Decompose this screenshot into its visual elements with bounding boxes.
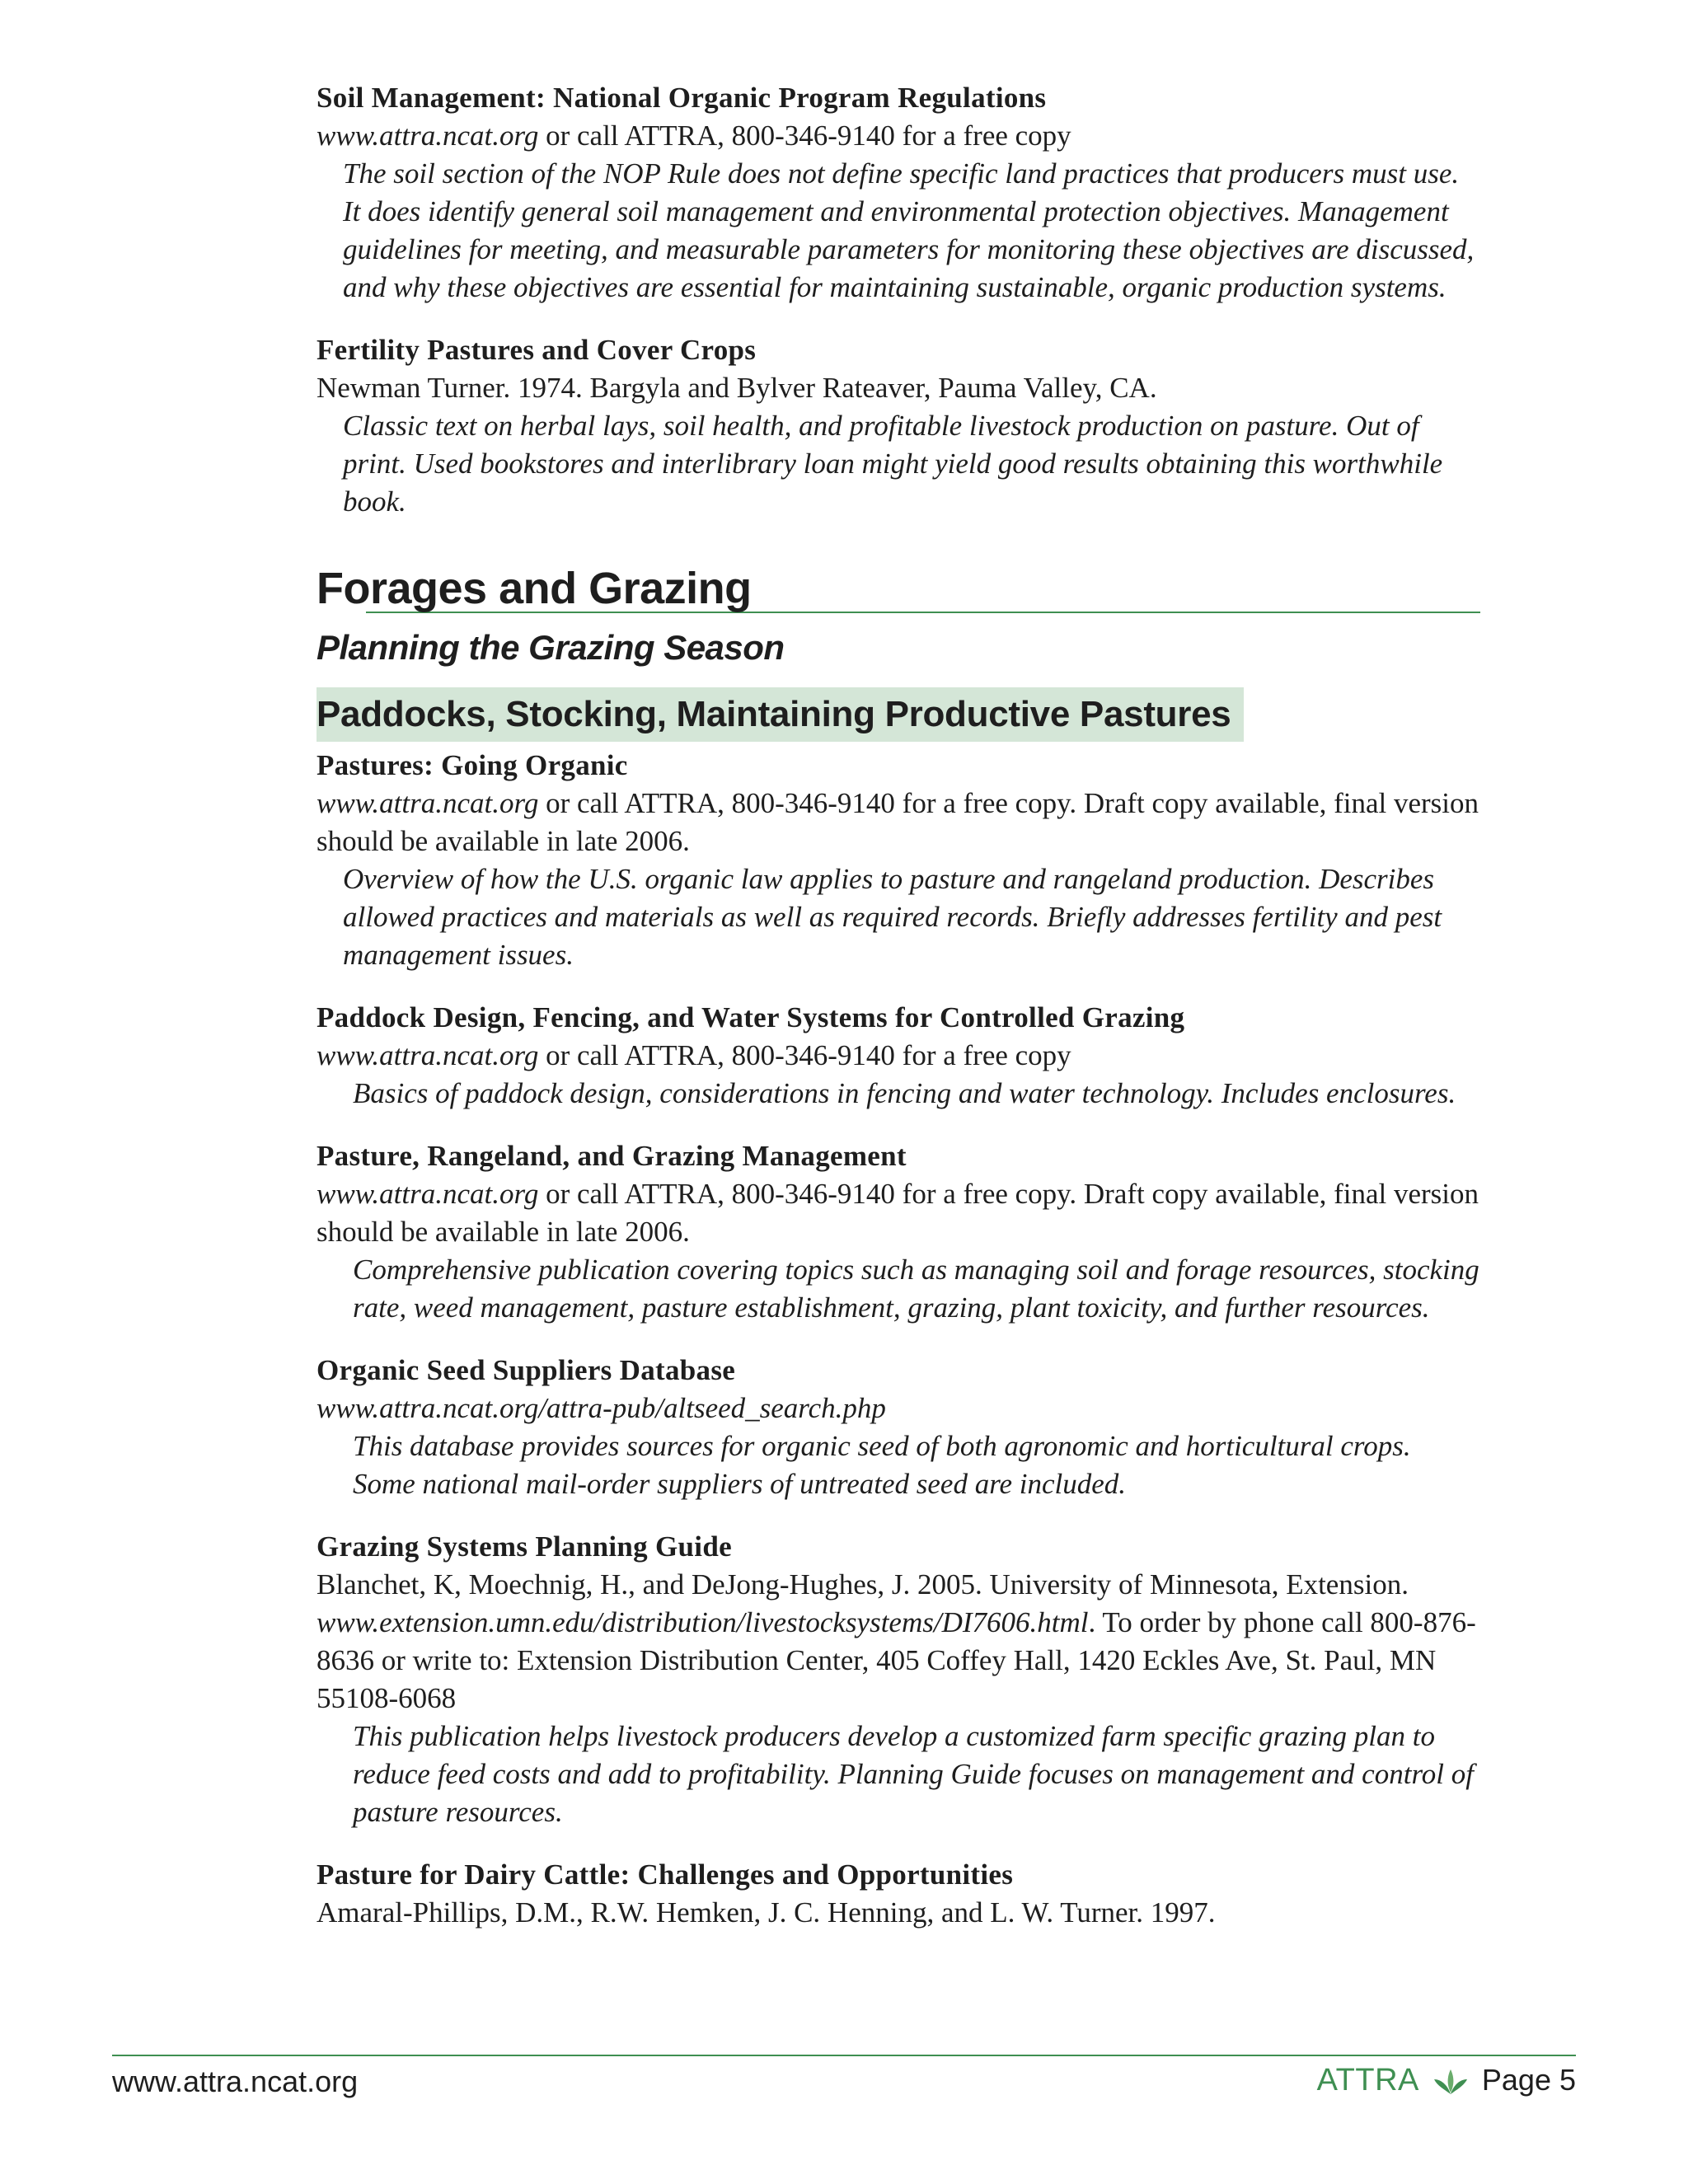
subsection-heading: Planning the Grazing Season xyxy=(316,628,785,667)
footer-brand: ATTRA xyxy=(1316,2063,1419,2097)
entry-citation: Amaral-Phillips, D.M., R.W. Hemken, J. C. Henning, and L. W. Turner. 1997. xyxy=(316,1896,1216,1929)
resource-entry xyxy=(316,79,1480,307)
entry-citation xyxy=(316,117,1480,155)
entry-description: The soil section of the NOP Rule does not define specific land practices that producers must use. It does identify general soil management and environmental protection objectives. Management guidelines for meeting, and measurable parameters for monitoring these objectives are discussed, and why these objectives are essential for maintaining sustainable, organic production systems. xyxy=(343,157,1475,303)
entry-citation-text: . To order by phone call 800-876-8636 or write to: Extension Distribution Center, 405 Coffey Hall, 1420 Eckles Ave, St. Paul, MN 55108-6068 xyxy=(316,1606,1476,1714)
footer-divider xyxy=(112,2055,1576,2056)
section-heading: Forages and Grazing xyxy=(316,564,752,613)
entry-citation xyxy=(316,1175,1480,1251)
page-number: Page 5 xyxy=(1481,2063,1576,2097)
entry-title: Paddock Design, Fencing, and Water Systems for Controlled Grazing xyxy=(316,1001,1185,1033)
entry-url: www.attra.ncat.org xyxy=(316,1178,539,1210)
entry-citation-text: or call ATTRA, 800-346-9140 for a free copy. Draft copy available, final version should be available in late 2006. xyxy=(316,1178,1479,1248)
entry-description: This publication helps livestock producers develop a customized farm specific grazing plan to reduce feed costs and add to profitability. Planning Guide focuses on management and control of pasture resources. xyxy=(353,1720,1474,1828)
entry-description: Basics of paddock design, considerations in fencing and water technology. Includes enclosures. xyxy=(353,1077,1456,1109)
entry-url: www.attra.ncat.org xyxy=(316,120,539,152)
entry-title: Pasture, Rangeland, and Grazing Management xyxy=(316,1140,907,1172)
entry-title: Fertility Pastures and Cover Crops xyxy=(316,334,757,366)
entry-citation-text: Blanchet, K, Moechnig, H., and DeJong-Hughes, J. 2005. University of Minnesota, Extension. xyxy=(316,1568,1409,1601)
entry-citation xyxy=(316,1566,1480,1718)
resource-entry xyxy=(316,1352,1480,1503)
resource-entry xyxy=(316,999,1480,1113)
entry-citation-text: or call ATTRA, 800-346-9140 for a free copy. Draft copy available, final version should be available in late 2006. xyxy=(316,787,1479,857)
entry-title: Soil Management: National Organic Program Regulations xyxy=(316,82,1047,114)
entry-citation-text: or call ATTRA, 800-346-9140 for a free copy xyxy=(538,120,1071,152)
entry-title: Pasture for Dairy Cattle: Challenges and Opportunities xyxy=(316,1858,1014,1891)
entry-description: Comprehensive publication covering topics such as managing soil and forage resources, stocking rate, weed management, pasture establishment, grazing, plant toxicity, and further resources. xyxy=(353,1254,1479,1324)
resource-entry xyxy=(316,1528,1480,1831)
leaf-icon xyxy=(1432,2066,1469,2094)
entry-citation xyxy=(316,785,1480,860)
resource-entry xyxy=(316,331,1480,521)
topic-band-heading: Paddocks, Stocking, Maintaining Productive Pastures xyxy=(316,687,1244,742)
resource-entry xyxy=(316,747,1480,974)
entry-citation-text: or call ATTRA, 800-346-9140 for a free copy xyxy=(538,1039,1071,1071)
document-body xyxy=(316,79,1480,1957)
entry-description: Classic text on herbal lays, soil health, and profitable livestock production on pasture. Out of print. Used bookstores and interlibrary loan might yield good results obtaining this worthwhile book. xyxy=(343,410,1443,518)
entry-url: www.attra.ncat.org/attra-pub/altseed_search.php xyxy=(316,1392,886,1424)
entry-title: Pastures: Going Organic xyxy=(316,749,628,781)
entry-url: www.extension.umn.edu/distribution/livestocksystems/DI7606.html xyxy=(316,1606,1089,1638)
entry-url: www.attra.ncat.org xyxy=(316,787,539,819)
entry-citation: Newman Turner. 1974. Bargyla and Bylver Rateaver, Pauma Valley, CA. xyxy=(316,372,1157,404)
entry-description: This database provides sources for organic seed of both agronomic and horticultural crops. Some national mail-order suppliers of untreated seed are included. xyxy=(353,1430,1411,1500)
footer-website: www.attra.ncat.org xyxy=(112,2064,359,2098)
entry-description: Overview of how the U.S. organic law applies to pasture and rangeland production. Describes allowed practices and materials as well as required records. Briefly addresses fertility and pest management issues. xyxy=(343,863,1442,971)
entry-title: Organic Seed Suppliers Database xyxy=(316,1354,736,1386)
resource-entry xyxy=(316,1137,1480,1327)
footer-branding xyxy=(1317,2060,1576,2100)
entry-url: www.attra.ncat.org xyxy=(316,1039,539,1071)
entry-citation xyxy=(316,1037,1480,1075)
resource-entry xyxy=(316,1856,1480,1932)
entry-title: Grazing Systems Planning Guide xyxy=(316,1530,732,1563)
